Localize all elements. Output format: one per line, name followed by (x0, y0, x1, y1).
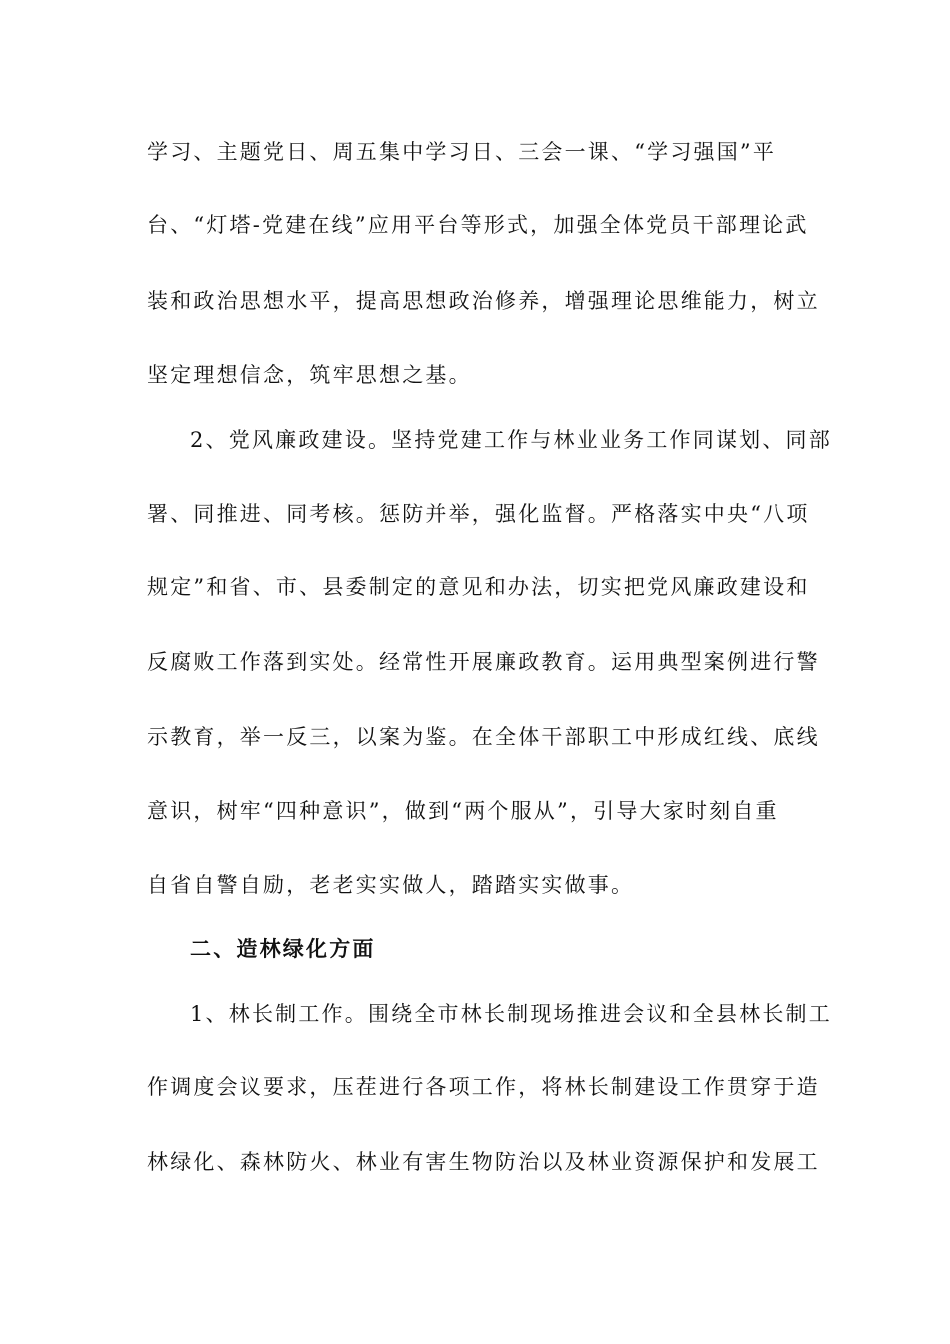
paragraph-line: 作调度会议要求，压茬进行各项工作，将林长制建设工作贯穿于造 (147, 1075, 820, 1099)
paragraph-line: 林绿化、森林防火、林业有害生物防治以及林业资源保护和发展工 (147, 1150, 820, 1174)
paragraph-line: 装和政治思想水平，提高思想政治修养，增强理论思维能力，树立 (147, 289, 820, 313)
paragraph-line: 意识，树牢“四种意识”，做到“两个服从”，引导大家时刻自重 (147, 799, 779, 823)
paragraph-line: 学习、主题党日、周五集中学习日、三会一课、“学习强国”平 (147, 140, 777, 164)
paragraph-line: 2、党风廉政建设。坚持党建工作与林业业务工作同谋划、同部 (190, 428, 832, 452)
paragraph-line: 自省自警自励，老老实实做人，踏踏实实做事。 (147, 873, 635, 897)
paragraph-line: 署、同推进、同考核。惩防并举，强化监督。严格落实中央“八项 (147, 502, 810, 526)
paragraph-line: 坚定理想信念，筑牢思想之基。 (147, 363, 472, 387)
paragraph-line: 反腐败工作落到实处。经常性开展廉政教育。运用典型案例进行警 (147, 650, 820, 674)
paragraph-line: 台、“灯塔-党建在线”应用平台等形式，加强全体党员干部理论武 (147, 213, 809, 237)
section-heading: 二、造林绿化方面 (190, 936, 376, 961)
paragraph-line: 规定”和省、市、县委制定的意见和办法，切实把党风廉政建设和 (147, 575, 810, 599)
paragraph-line: 1、林长制工作。围绕全市林长制现场推进会议和全县林长制工 (190, 1002, 832, 1026)
paragraph-line: 示教育，举一反三，以案为鉴。在全体干部职工中形成红线、底线 (147, 725, 820, 749)
